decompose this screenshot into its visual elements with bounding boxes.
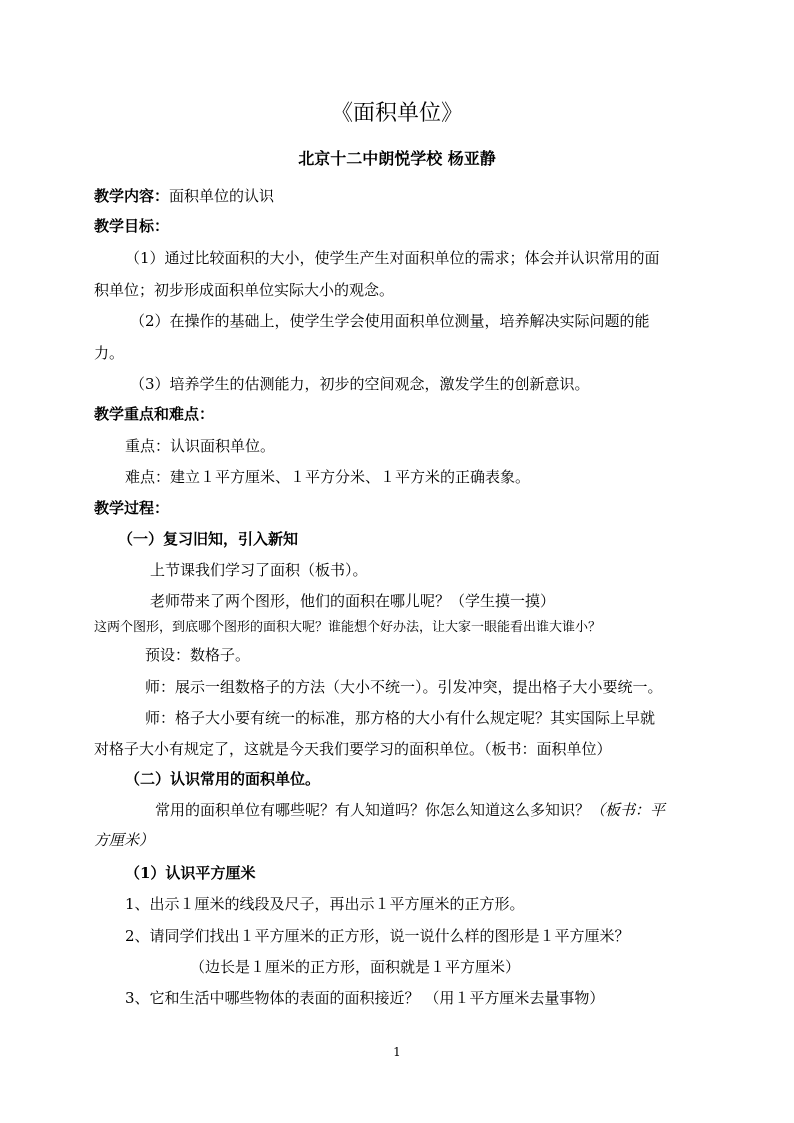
- item1: 1、出示１厘米的线段及尺子，再出示１平方厘米的正方形。: [125, 895, 525, 913]
- teaching-goals-label: 教学目标：: [94, 217, 170, 235]
- section1-paragraph6-line2: 对格子大小有规定了，这就是今天我们要学习的面积单位。（板书：面积单位）: [94, 740, 612, 758]
- item3: 3、它和生活中哪些物体的表面的面积接近？ （用１平方厘米去量事物）: [125, 989, 605, 1007]
- section1-paragraph5: 师：展示一组数格子的方法（大小不统一）。引发冲突，提出格子大小要统一。: [145, 678, 663, 696]
- goal2-line2: 力。: [94, 344, 125, 362]
- item2: 2、请同学们找出１平方厘米的正方形，说一说什么样的图形是１平方厘米？: [125, 927, 630, 945]
- section2-paragraph1-line2: 方厘米）: [94, 831, 155, 849]
- teaching-content-label: 教学内容：: [94, 187, 170, 205]
- key-difficult-label: 教学重点和难点：: [94, 405, 215, 423]
- key-point: 重点：认识面积单位。: [125, 437, 276, 455]
- board-note-start: （板书：平: [590, 801, 666, 819]
- section2-paragraph1-text: 常用的面积单位有哪些呢？有人知道吗？你怎么知道这么多知识？: [155, 801, 591, 819]
- section1-paragraph3: 这两个图形，到底哪个图形的面积大呢？谁能想个好办法，让大家一眼能看出谁大谁小？: [94, 620, 602, 635]
- author-line: 北京十二中朗悦学校 杨亚静: [298, 149, 496, 168]
- section2-paragraph1-line1: [155, 800, 665, 820]
- subsection1-title: （1）认识平方厘米: [125, 864, 256, 882]
- section1-paragraph6-line1: 师：格子大小要有统一的标准，那方格的大小有什么规定呢？其实国际上早就: [145, 709, 656, 727]
- section1-paragraph1: 上节课我们学习了面积（板书）。: [150, 561, 368, 579]
- goal3: （3）培养学生的估测能力，初步的空间观念，激发学生的创新意识。: [130, 375, 590, 393]
- difficult-point: 难点：建立１平方厘米、１平方分米、１平方米的正确表象。: [125, 468, 531, 486]
- document-title: 《面积单位》: [330, 101, 463, 126]
- teaching-content-text: 面积单位的认识: [169, 187, 275, 205]
- goal2-line1: （2）在操作的基础上，使学生学会使用面积单位测量，培养解决实际问题的能: [130, 312, 650, 330]
- section1-title: （一）复习旧知，引入新知: [118, 530, 299, 548]
- teaching-content: [94, 186, 274, 206]
- page-number: 1: [393, 1045, 401, 1059]
- section2-title: （二）认识常用的面积单位。: [125, 770, 321, 788]
- teaching-process-label: 教学过程：: [94, 499, 170, 517]
- section1-paragraph2: 老师带来了两个图形，他们的面积在哪儿呢？（学生摸一摸）: [150, 592, 556, 610]
- goal1-line1: （1）通过比较面积的大小，使学生产生对面积单位的需求；体会并认识常用的面: [125, 249, 660, 267]
- goal1-line2: 积单位；初步形成面积单位实际大小的观念。: [94, 281, 395, 299]
- item2-note: （边长是１厘米的正方形，面积就是１平方厘米）: [190, 958, 521, 976]
- section1-paragraph4: 预设：数格子。: [145, 646, 251, 664]
